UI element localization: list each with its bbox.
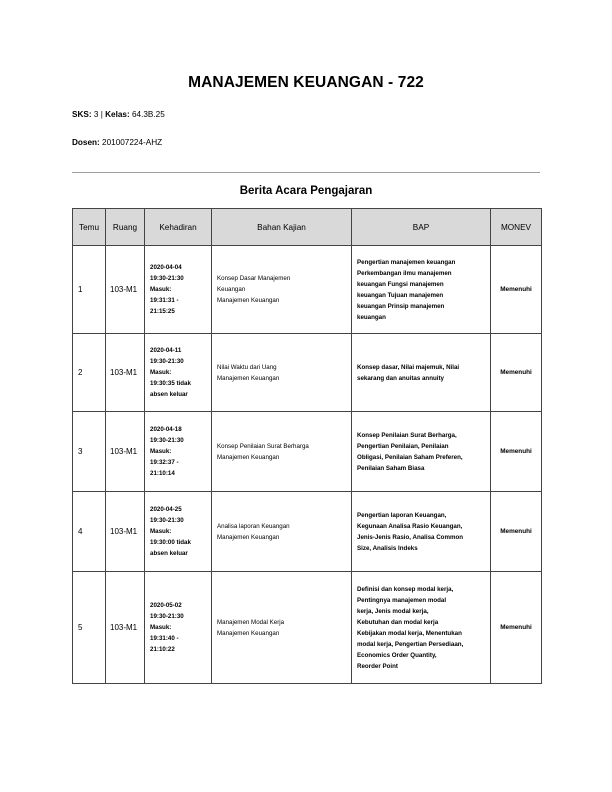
cell-kehadiran-line: 21:15:25 bbox=[150, 308, 175, 315]
cell-bahan-kajian bbox=[212, 334, 352, 412]
dosen-label: Dosen: bbox=[72, 138, 100, 147]
header-temu: Temu bbox=[73, 209, 106, 246]
cell-bahan-kajian-line: Manajemen Keuangan bbox=[217, 374, 280, 382]
table-row bbox=[73, 492, 542, 572]
cell-bahan-kajian bbox=[212, 412, 352, 492]
cell-kehadiran-line: 2020-04-25 bbox=[150, 506, 182, 513]
cell-kehadiran-line: Masuk: bbox=[150, 369, 172, 376]
dosen-value: 201007224-AHZ bbox=[102, 138, 163, 147]
cell-bap bbox=[352, 492, 491, 572]
cell-kehadiran-line: 2020-05-02 bbox=[150, 602, 182, 609]
horizontal-divider bbox=[72, 172, 540, 173]
cell-bap-line: Penilaian Saham Biasa bbox=[357, 464, 425, 472]
cell-ruang bbox=[106, 492, 145, 572]
cell-temu bbox=[73, 412, 106, 492]
cell-kehadiran-line: 19:30:00 tidak bbox=[150, 539, 191, 546]
cell-bap-line: kerja, Jenis modal kerja, bbox=[357, 607, 429, 615]
cell-bahan-kajian-line: Manajemen Keuangan bbox=[217, 629, 280, 637]
cell-kehadiran-line: absen keluar bbox=[150, 391, 188, 398]
cell-kehadiran-line: Masuk: bbox=[150, 528, 172, 535]
cell-bap-line: Obligasi, Penilaian Saham Preferen, bbox=[357, 453, 463, 461]
cell-bahan-kajian-line: Manajemen Keuangan bbox=[217, 533, 280, 541]
cell-kehadiran bbox=[145, 246, 212, 334]
cell-bap bbox=[352, 572, 491, 684]
cell-monev-text: Memenuhi bbox=[500, 369, 532, 376]
document-title: MANAJEMEN KEUANGAN - 722 bbox=[188, 74, 424, 91]
lecturer-meta bbox=[72, 138, 162, 147]
cell-kehadiran bbox=[145, 412, 212, 492]
cell-bap-line: Size, Analisis Indeks bbox=[357, 544, 418, 552]
table-row bbox=[73, 246, 542, 334]
cell-bahan-kajian bbox=[212, 572, 352, 684]
cell-kehadiran-line: 19:30-21:30 bbox=[150, 613, 184, 620]
cell-bahan-kajian-line: Manajemen Modal Kerja bbox=[217, 618, 285, 626]
cell-temu-text: 2 bbox=[78, 368, 83, 377]
cell-bahan-kajian-line: Konsep Dasar Manajemen bbox=[217, 275, 291, 282]
sks-label: SKS: bbox=[72, 110, 92, 119]
cell-monev-text: Memenuhi bbox=[500, 448, 532, 455]
cell-bap-line: keuangan Fungsi manajemen bbox=[357, 280, 444, 288]
cell-kehadiran-line: 21:10:14 bbox=[150, 470, 175, 477]
kelas-label: Kelas: bbox=[105, 110, 130, 119]
cell-monev bbox=[491, 334, 542, 412]
table-header-row bbox=[73, 209, 542, 246]
cell-ruang-text: 103-M1 bbox=[110, 622, 138, 632]
header-kehadiran: Kehadiran bbox=[145, 209, 212, 246]
cell-kehadiran bbox=[145, 334, 212, 412]
cell-monev bbox=[491, 572, 542, 684]
cell-temu-text: 1 bbox=[78, 285, 83, 294]
cell-temu-text: 4 bbox=[78, 527, 83, 536]
cell-kehadiran-line: 2020-04-18 bbox=[150, 426, 182, 433]
cell-bap bbox=[352, 412, 491, 492]
cell-bap-line: sekarang dan anuitas annuity bbox=[357, 374, 444, 382]
cell-bahan-kajian-line: Konsep Penilaian Surat Berharga bbox=[217, 442, 309, 450]
cell-kehadiran-line: 21:10:22 bbox=[150, 646, 175, 653]
cell-monev-text: Memenuhi bbox=[500, 528, 532, 535]
cell-bap bbox=[352, 246, 491, 334]
teaching-report-table bbox=[72, 208, 542, 684]
cell-monev bbox=[491, 246, 542, 334]
cell-bap-line: Konsep Penilaian Surat Berharga, bbox=[357, 431, 457, 439]
table-row bbox=[73, 412, 542, 492]
meta-separator: | bbox=[100, 110, 103, 119]
cell-temu-text: 3 bbox=[78, 447, 83, 456]
header-bap: BAP bbox=[352, 209, 491, 246]
cell-bap-line: Pengertian laporan Keuangan, bbox=[357, 511, 447, 519]
cell-bap-line: Pentingnya manajemen modal bbox=[357, 596, 447, 604]
cell-bahan-kajian-line: Manajemen Keuangan bbox=[217, 453, 280, 461]
section-title: Berita Acara Pengajaran bbox=[239, 185, 373, 197]
cell-bap-line: Economics Order Quantity, bbox=[357, 651, 437, 659]
table-row bbox=[73, 334, 542, 412]
cell-bap-line: Pengertian manajemen keuangan bbox=[357, 258, 456, 266]
cell-kehadiran-line: 19:32:37 - bbox=[150, 459, 179, 466]
cell-bap-line: Kebijakan modal kerja, Menentukan bbox=[357, 629, 462, 637]
cell-ruang-text: 103-M1 bbox=[110, 446, 138, 456]
course-meta bbox=[72, 110, 165, 119]
cell-kehadiran-line: 2020-04-04 bbox=[150, 264, 182, 271]
cell-ruang bbox=[106, 334, 145, 412]
cell-kehadiran bbox=[145, 572, 212, 684]
cell-kehadiran-line: Masuk: bbox=[150, 448, 172, 455]
cell-kehadiran-line: 19:30:35 tidak bbox=[150, 380, 191, 387]
cell-kehadiran-line: 19:31:31 - bbox=[150, 297, 179, 304]
cell-temu bbox=[73, 334, 106, 412]
cell-bap-line: keuangan Tujuan manajemen bbox=[357, 291, 444, 299]
cell-monev bbox=[491, 492, 542, 572]
cell-bahan-kajian-line: Manajemen Keuangan bbox=[217, 297, 280, 304]
cell-bap-line: modal kerja, Pengertian Persediaan, bbox=[357, 640, 464, 648]
cell-bap bbox=[352, 334, 491, 412]
cell-monev-text: Memenuhi bbox=[500, 286, 532, 293]
cell-monev bbox=[491, 412, 542, 492]
cell-ruang-text: 103-M1 bbox=[110, 526, 138, 536]
cell-bap-line: Jenis-Jenis Rasio, Analisa Common bbox=[357, 533, 464, 541]
cell-bap-line: Definisi dan konsep modal kerja, bbox=[357, 585, 454, 593]
cell-bap-line: Kegunaan Analisa Rasio Keuangan, bbox=[357, 522, 463, 530]
kelas-value: 64.3B.25 bbox=[131, 110, 165, 119]
cell-temu bbox=[73, 492, 106, 572]
cell-bap-line: Perkembangan ilmu manajemen bbox=[357, 269, 452, 277]
cell-kehadiran-line: 19:30-21:30 bbox=[150, 275, 184, 282]
cell-kehadiran-line: absen keluar bbox=[150, 550, 188, 557]
cell-ruang-text: 103-M1 bbox=[110, 367, 138, 377]
cell-temu bbox=[73, 572, 106, 684]
table-body bbox=[73, 246, 542, 684]
cell-bahan-kajian-line: Keuangan bbox=[217, 286, 246, 293]
header-ruang: Ruang bbox=[106, 209, 145, 246]
cell-temu bbox=[73, 246, 106, 334]
cell-kehadiran-line: 19:30-21:30 bbox=[150, 358, 184, 365]
cell-bahan-kajian-line: Nilai Waktu dari Uang bbox=[217, 363, 277, 371]
cell-ruang bbox=[106, 412, 145, 492]
cell-kehadiran-line: 2020-04-11 bbox=[150, 347, 182, 354]
cell-kehadiran bbox=[145, 492, 212, 572]
cell-bahan-kajian bbox=[212, 492, 352, 572]
cell-bahan-kajian-line: Analisa laporan Keuangan bbox=[217, 522, 290, 530]
table-row bbox=[73, 572, 542, 684]
cell-kehadiran-line: 19:30-21:30 bbox=[150, 437, 184, 444]
cell-ruang bbox=[106, 572, 145, 684]
cell-monev-text: Memenuhi bbox=[500, 624, 532, 631]
cell-bap-line: keuangan Prinsip manajemen bbox=[357, 302, 445, 310]
cell-bap-line: keuangan bbox=[357, 313, 386, 321]
cell-temu-text: 5 bbox=[78, 623, 83, 632]
cell-bap-line: Kebutuhan dan modal kerja bbox=[357, 618, 439, 626]
header-monev: MONEV bbox=[491, 209, 542, 246]
cell-bap-line: Pengertian Penilaian, Penilaian bbox=[357, 442, 449, 450]
cell-kehadiran-line: Masuk: bbox=[150, 624, 172, 631]
cell-ruang-text: 103-M1 bbox=[110, 284, 138, 294]
cell-kehadiran-line: 19:31:40 - bbox=[150, 635, 179, 642]
sks-value: 3 bbox=[93, 110, 99, 119]
cell-bap-line: Konsep dasar, Nilai majemuk, Nilai bbox=[357, 363, 460, 371]
cell-bap-line: Reorder Point bbox=[357, 662, 398, 670]
cell-ruang bbox=[106, 246, 145, 334]
cell-bahan-kajian bbox=[212, 246, 352, 334]
header-bahan-kajian: Bahan Kajian bbox=[212, 209, 352, 246]
cell-kehadiran-line: Masuk: bbox=[150, 286, 172, 293]
cell-kehadiran-line: 19:30-21:30 bbox=[150, 517, 184, 524]
